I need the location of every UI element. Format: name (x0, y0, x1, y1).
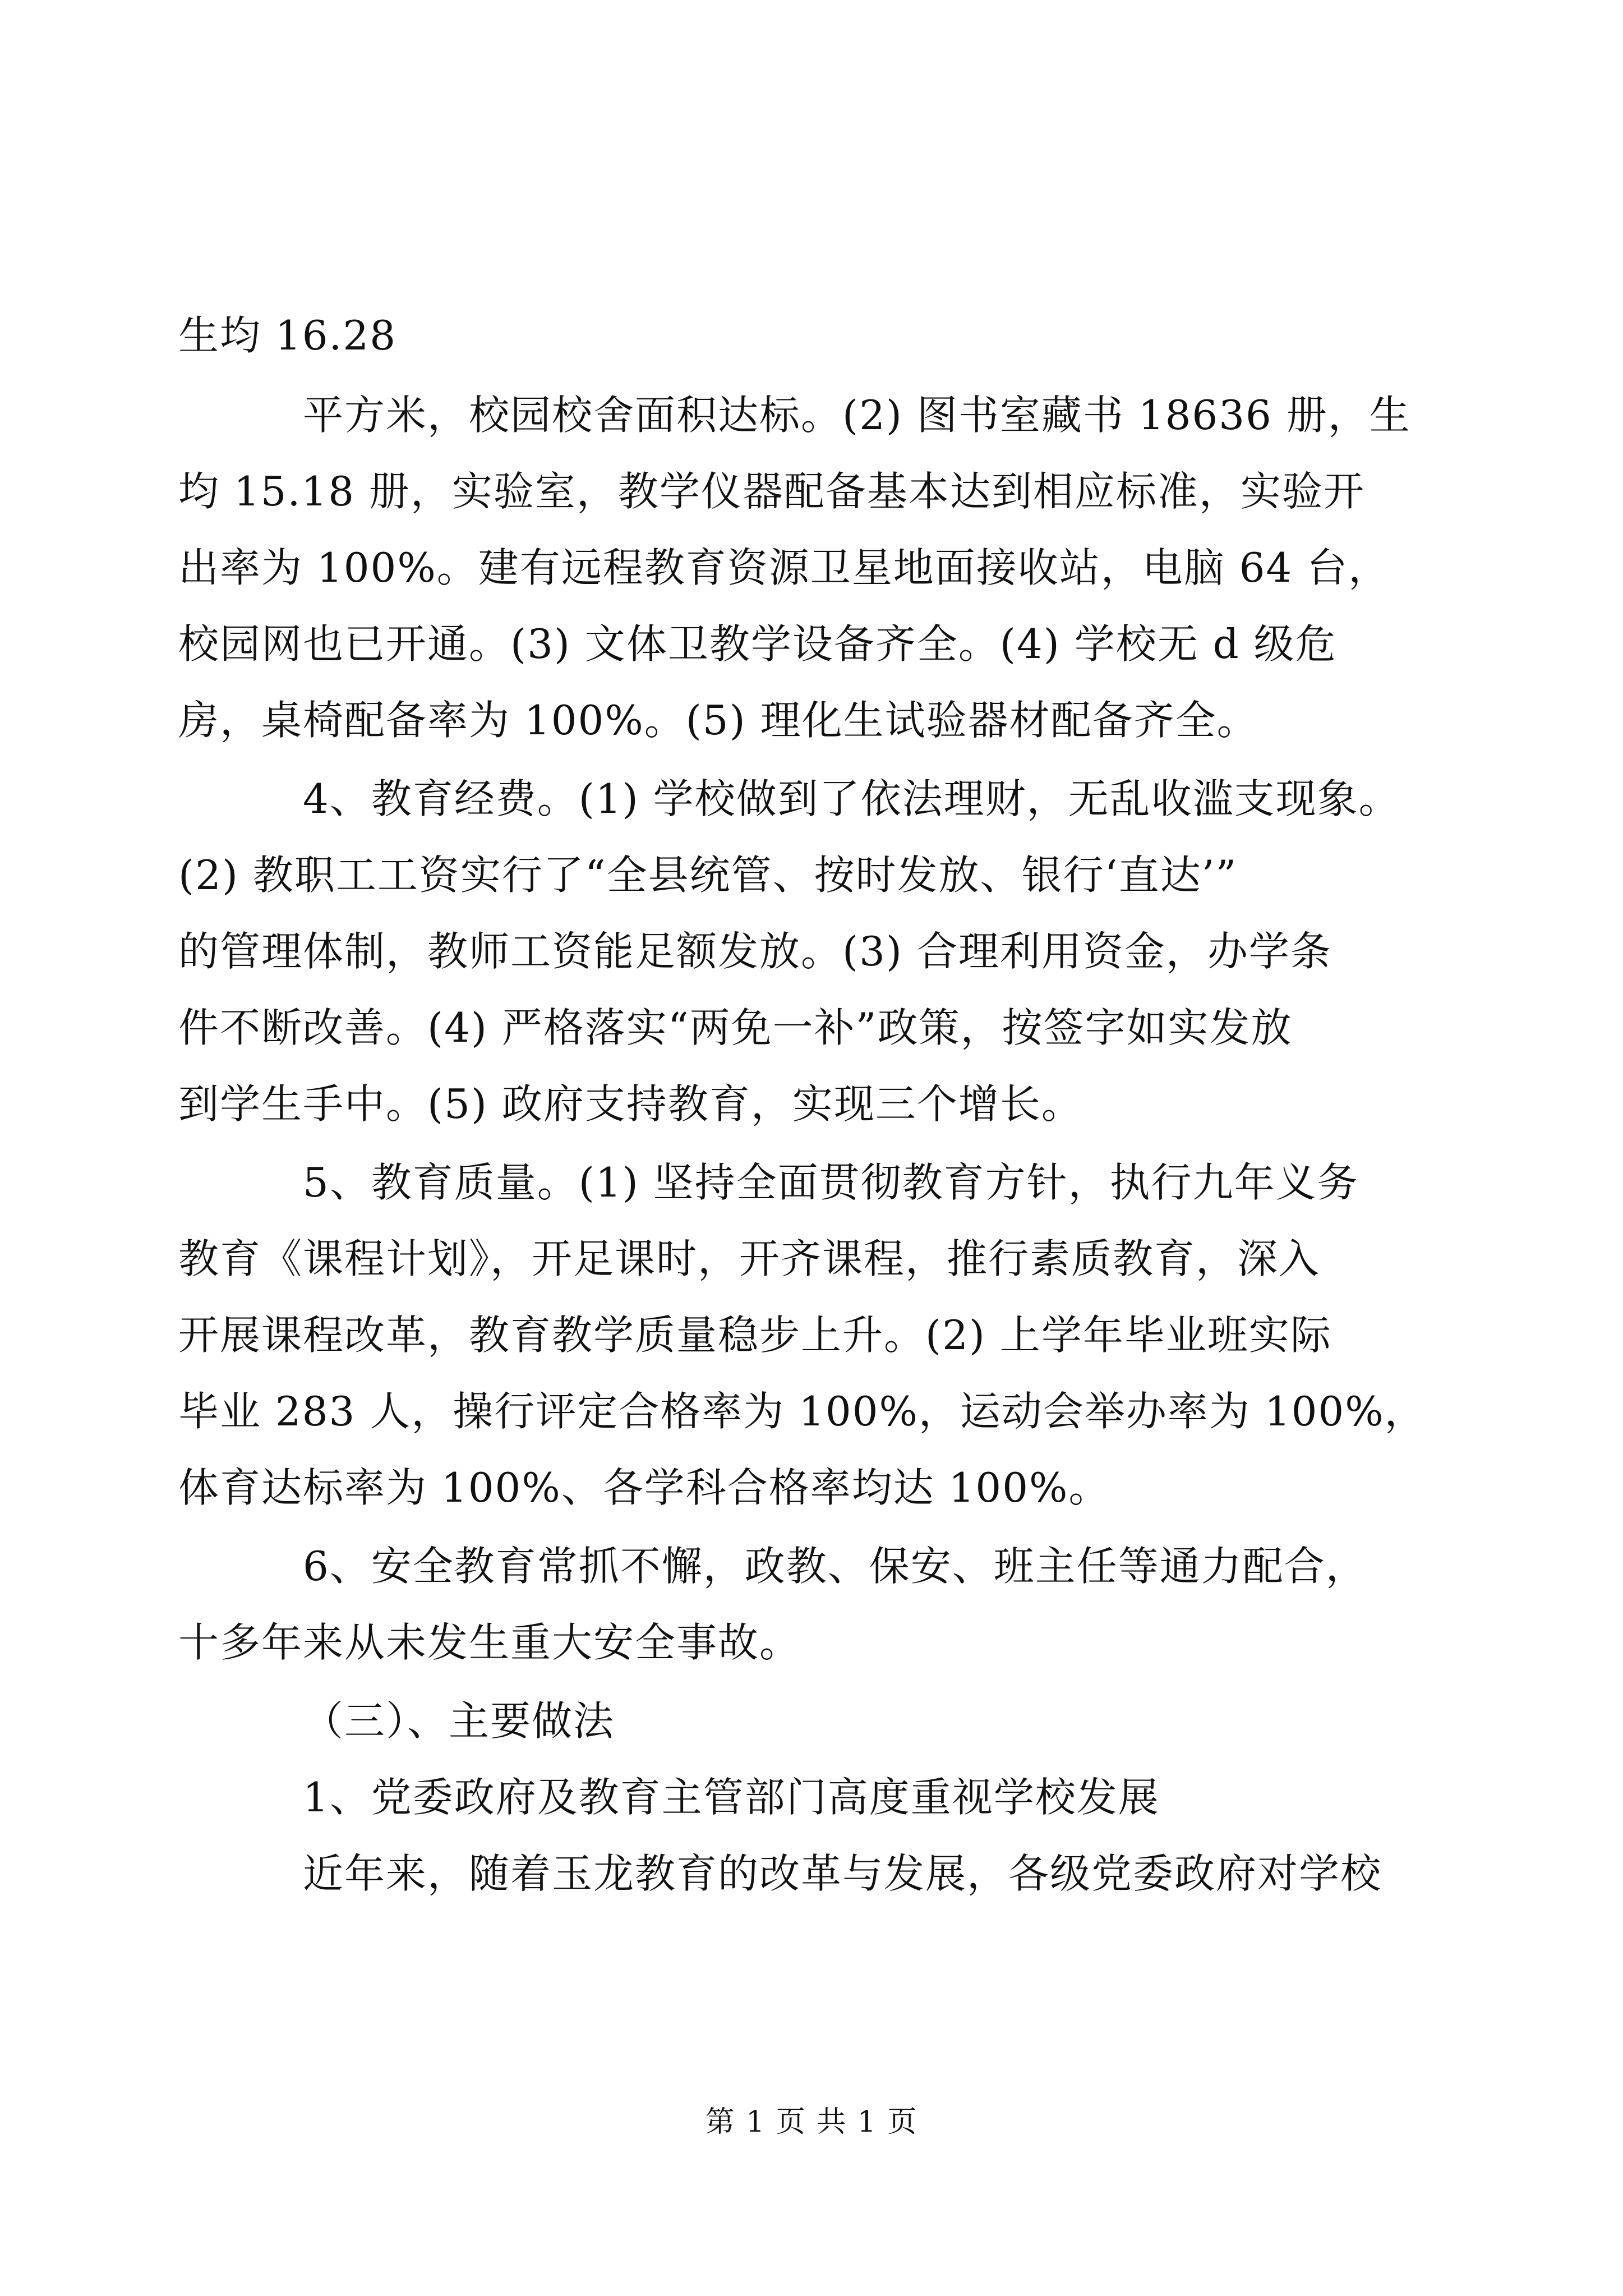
text-line: 4、教育经费。(1) 学校做到了依法理财，无乱收滥支现象。 (303, 775, 1400, 822)
text-line: 房，桌椅配备率为 100%。(5) 理化生试验器材配备齐全。 (178, 697, 1258, 744)
text-line: (2) 教职工工资实行了“全县统管、按时发放、银行‘直达’” (178, 852, 1238, 899)
text-line: 十多年来从未发生重大安全事故。 (178, 1619, 801, 1666)
text-line: 的管理体制，教师工资能足额发放。(3) 合理利用资金，办学条 (178, 928, 1332, 975)
text-line: 6、安全教育常抓不懈，政教、保安、班主任等通力配合， (303, 1543, 1367, 1590)
text-line: 5、教育质量。(1) 坚持全面贯彻教育方针，执行九年义务 (303, 1159, 1359, 1206)
text-line: 均 15.18 册，实验室，教学仪器配备基本达到相应标准，实验开 (178, 468, 1365, 515)
text-line: 毕业 283 人，操行评定合格率为 100%，运动会举办率为 100%， (178, 1388, 1426, 1435)
text-line: 到学生手中。(5) 政府支持教育，实现三个增长。 (178, 1080, 1083, 1128)
page-footer: 第 1 页 共 1 页 (705, 2105, 918, 2139)
text-line: 近年来，随着玉龙教育的改革与发展，各级党委政府对学校 (303, 1850, 1382, 1897)
text-line: 开展课程改革，教育教学质量稳步上升。(2) 上学年毕业班实际 (178, 1312, 1332, 1359)
text-line: 体育达标率为 100%、各学科合格率均达 100%。 (178, 1464, 1110, 1511)
text-line: 校园网也已开通。(3) 文体卫教学设备齐全。(4) 学校无 d 级危 (178, 620, 1337, 668)
subsection-heading: 1、党委政府及教育主管部门高度重视学校发展 (303, 1774, 1160, 1821)
text-line: 教育《课程计划》，开足课时，开齐课程，推行素质教育，深入 (178, 1235, 1321, 1282)
text-line: 件不断改善。(4) 严格落实“两免一补”政策，按签字如实发放 (178, 1004, 1293, 1051)
text-line: 平方米，校园校舍面积达标。(2) 图书室藏书 18636 册，生 (303, 392, 1411, 439)
section-heading: （三）、主要做法 (303, 1697, 615, 1745)
text-line: 出率为 100%。建有远程教育资源卫星地面接收站，电脑 64 台， (178, 544, 1390, 591)
text-line: 生均 16.28 (178, 312, 397, 359)
